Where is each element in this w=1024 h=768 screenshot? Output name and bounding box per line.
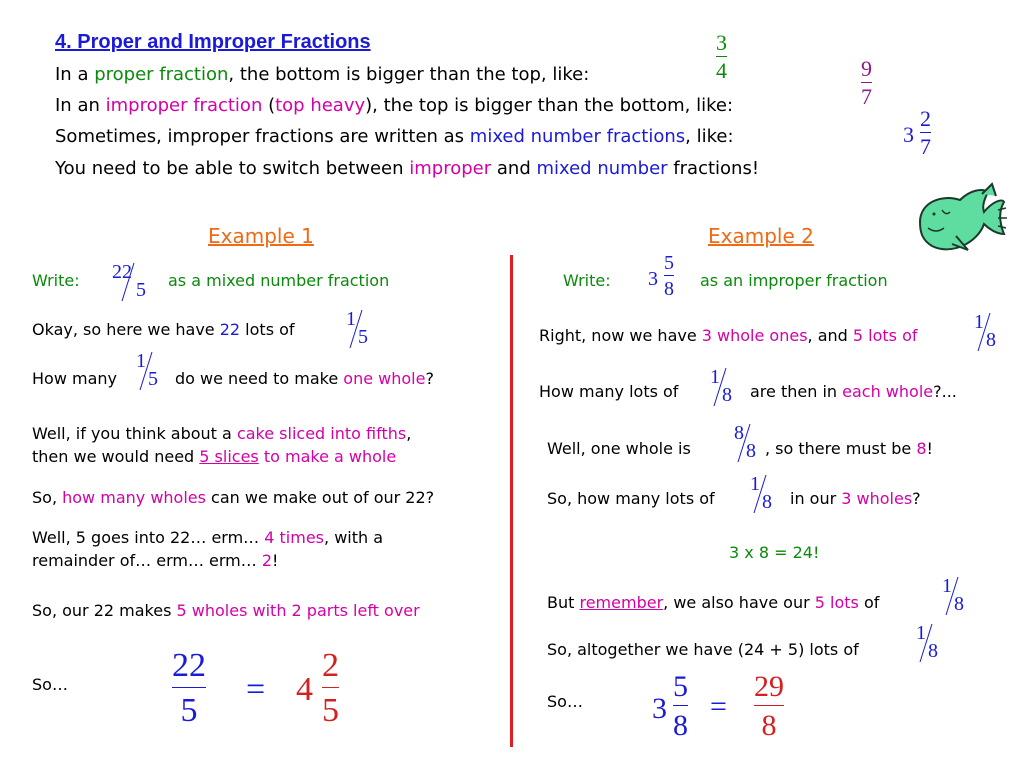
- fish-icon: [912, 180, 1008, 260]
- ex2-right: Right, now we have 3 whole ones, and 5 lots of: [539, 326, 918, 345]
- ex2-howmany-fraction: 1 8: [710, 366, 732, 406]
- mixed-example-whole: 3: [903, 122, 914, 147]
- ex2-result-mixed-fraction: 5 8: [673, 670, 688, 742]
- mixed-fraction-example: 2 7: [920, 106, 931, 159]
- ex2-so1-a: So, how many lots of: [547, 489, 715, 508]
- ex2-write-whole: 3: [648, 268, 658, 290]
- ex2-calc: 3 x 8 = 24!: [729, 543, 820, 562]
- ex2-result-whole: 3: [652, 692, 667, 725]
- ex1-howmany-a: How many: [32, 369, 117, 388]
- ex2-but: But remember, we also have our 5 lots of: [547, 593, 880, 612]
- ex2-write-label: Write:: [563, 271, 611, 290]
- ex1-howmany-fraction: 1 5: [136, 350, 158, 390]
- ex2-so3: So…: [547, 692, 583, 711]
- ex1-okay: Okay, so here we have 22 lots of: [32, 320, 295, 339]
- intro-line-2: In an improper fraction (top heavy), the top is bigger than the bottom, like:: [55, 95, 734, 116]
- ex2-so2: So, altogether we have (24 + 5) lots of: [547, 640, 859, 659]
- ex1-okay-fraction: 1 5: [346, 308, 368, 348]
- intro-line-4: You need to be able to switch between improper and mixed number fractions!: [55, 158, 760, 179]
- improper-fraction-example: 9 7: [861, 56, 872, 109]
- ex1-write-label: Write:: [32, 271, 80, 290]
- ex2-so2-fraction: 1 8: [916, 622, 938, 662]
- ex1-well1-line1: Well, if you think about a cake sliced into fifths,: [32, 424, 412, 443]
- ex2-but-fraction: 1 8: [942, 575, 964, 615]
- ex1-so3: So…: [32, 675, 68, 694]
- ex2-right-fraction: 1 8: [974, 311, 996, 351]
- ex2-result-equals: =: [710, 690, 727, 723]
- ex1-write-text: as a mixed number fraction: [168, 271, 390, 290]
- ex1-so2: So, our 22 makes 5 wholes with 2 parts left over: [32, 601, 420, 620]
- ex1-result-improper: 22 5: [172, 647, 206, 729]
- example-1-heading: Example 1: [208, 224, 314, 248]
- ex2-well-b: , so there must be 8!: [765, 439, 933, 458]
- ex1-so1: So, how many wholes can we make out of our 22?: [32, 488, 435, 507]
- ex2-write-text: as an improper fraction: [700, 271, 888, 290]
- intro-line-1: In a proper fraction, the bottom is bigger than the top, like:: [55, 64, 590, 85]
- column-divider: [510, 255, 513, 747]
- ex1-result-whole: 4: [296, 671, 313, 708]
- ex2-write-fraction: 5 8: [664, 252, 674, 300]
- ex1-well2-line1: Well, 5 goes into 22… erm… 4 times, with a: [32, 528, 384, 547]
- proper-fraction-example: 3 4: [716, 30, 727, 83]
- intro-line-3: Sometimes, improper fractions are written as mixed number fractions, like:: [55, 126, 734, 147]
- example-2-heading: Example 2: [708, 224, 814, 248]
- ex1-well1-line2: then we would need 5 slices to make a whole: [32, 447, 397, 466]
- page-title: 4. Proper and Improper Fractions: [55, 31, 371, 53]
- ex2-well-a: Well, one whole is: [547, 439, 691, 458]
- ex2-so1-b: in our 3 wholes?: [790, 489, 921, 508]
- ex2-howmany-b: are then in each whole?...: [750, 382, 957, 401]
- ex2-well-fraction: 8 8: [734, 422, 756, 462]
- ex2-so1-fraction: 1 8: [750, 473, 772, 513]
- ex1-howmany-b: do we need to make one whole?: [175, 369, 434, 388]
- ex1-well2-line2: remainder of… erm… erm… 2!: [32, 551, 279, 570]
- ex2-result-improper: 29 8: [754, 670, 784, 742]
- ex1-result-equals: =: [246, 671, 266, 708]
- ex1-result-fraction: 2 5: [322, 647, 339, 729]
- ex2-howmany-a: How many lots of: [539, 382, 679, 401]
- ex1-write-fraction: 22 5: [112, 261, 146, 301]
